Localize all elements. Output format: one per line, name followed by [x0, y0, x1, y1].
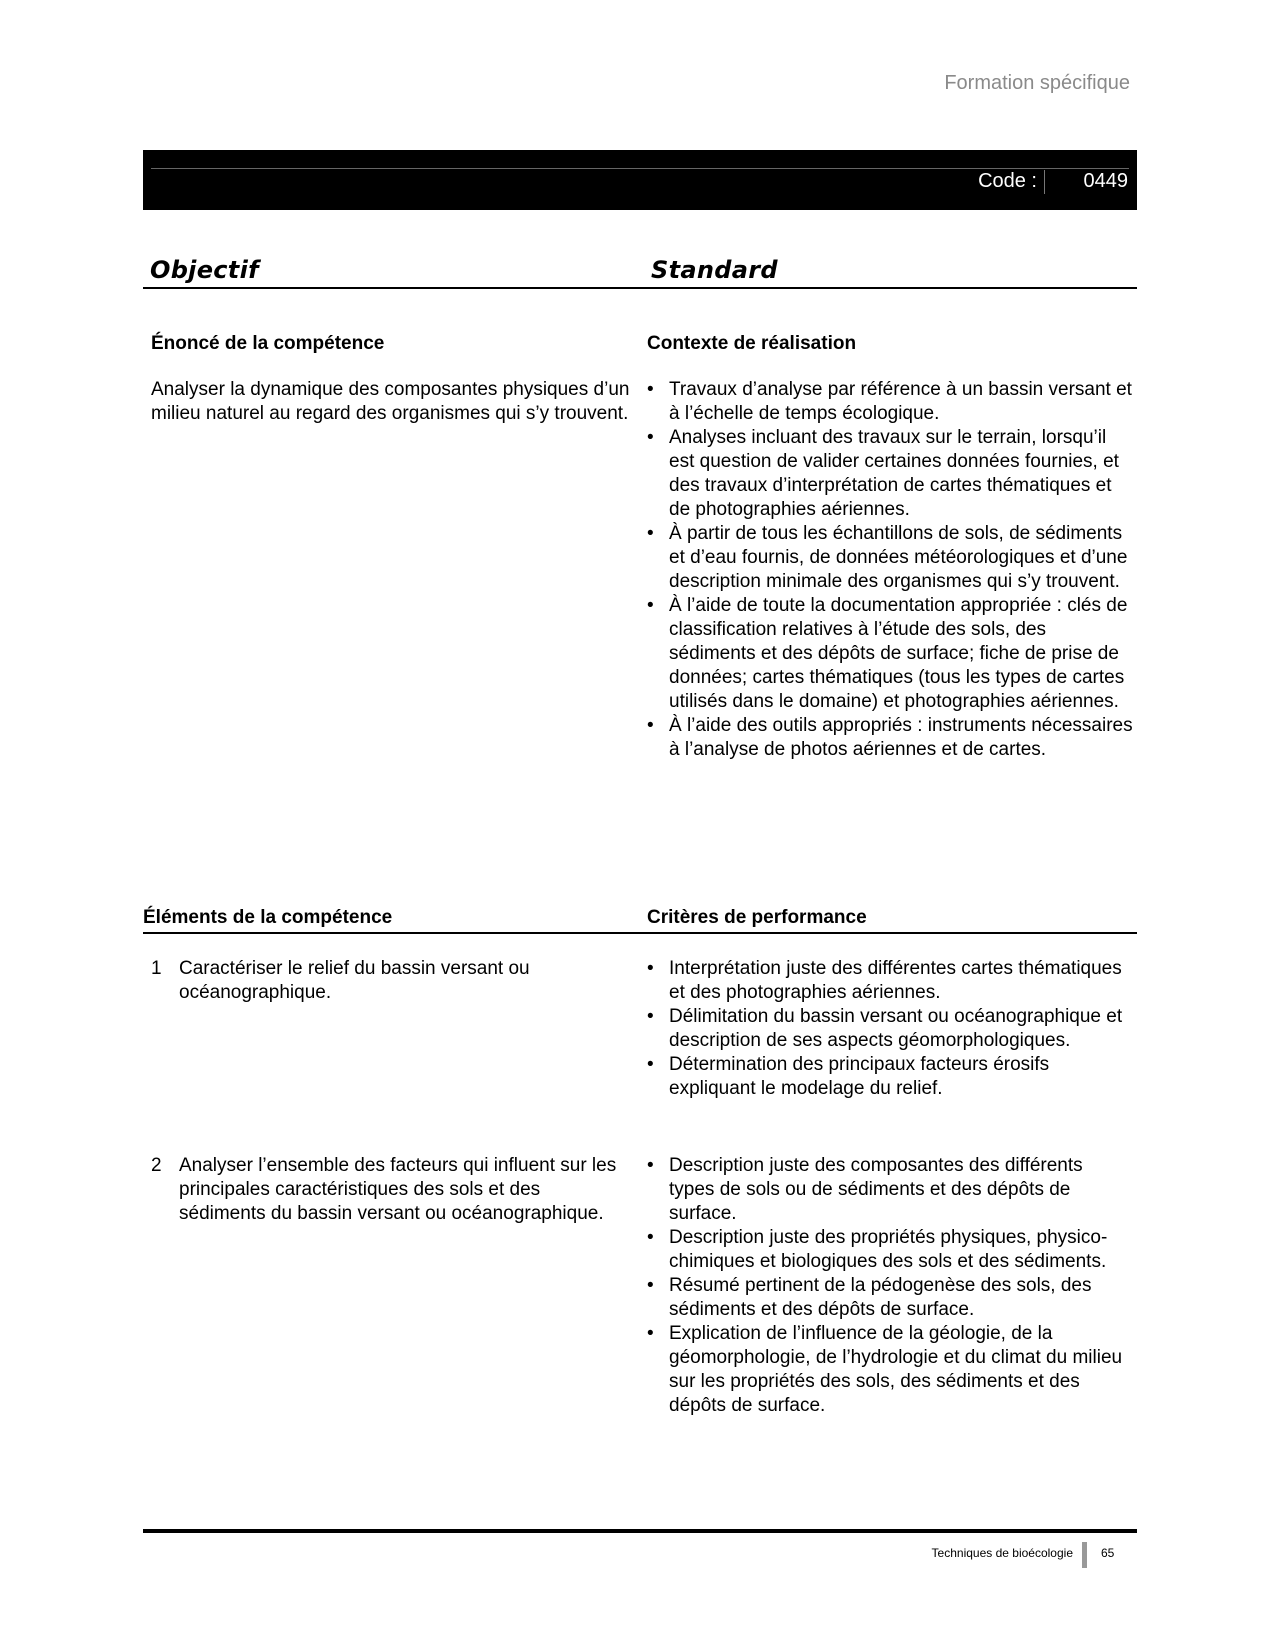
code-value: 0449	[1083, 170, 1128, 192]
list-item: • Interprétation juste des différentes cartes thématiques et des photographies aériennes.	[645, 957, 1133, 1005]
footer-marker	[1082, 1542, 1087, 1568]
footer-rule	[143, 1529, 1137, 1533]
criteria-list-1	[645, 957, 1133, 1101]
element-number: 2	[151, 1155, 162, 1176]
element-text: Analyser l’ensemble des facteurs qui influent sur les principales caractéristiques des sols et des sédiments du bassin versant ou océanographique.	[179, 1155, 617, 1224]
list-item: • À l’aide de toute la documentation appropriée : clés de classification relatives à l’étude des sols, des sédiments et des dépôts de surface; fiche de prise de données; cartes thématiques (tous les types de cartes utilisés dans le domaine) et photographies aériennes.	[645, 594, 1133, 714]
list-item: • À l’aide des outils appropriés : instruments nécessaires à l’analyse de photos aériennes et de cartes.	[645, 714, 1133, 762]
list-item: • Délimitation du bassin versant ou océanographique et description de ses aspects géomorphologiques.	[645, 1005, 1133, 1053]
list-item: • Explication de l’influence de la géologie, de la géomorphologie, de l’hydrologie et du climat du milieu sur les propriétés des sols, des sédiments et des dépôts de surface.	[645, 1322, 1133, 1418]
code-separator	[1044, 170, 1045, 194]
objectif-heading: Objectif	[150, 256, 259, 284]
list-item: • Description juste des composantes des différents types de sols ou de sédiments et des dépôts de surface.	[645, 1154, 1133, 1226]
element-1	[151, 957, 631, 1005]
list-item: • Détermination des principaux facteurs érosifs expliquant le modelage du relief.	[645, 1053, 1133, 1101]
element-number: 1	[151, 958, 162, 979]
code-bar	[143, 150, 1137, 210]
elements-rule	[143, 932, 1137, 934]
list-item: • À partir de tous les échantillons de sols, de sédiments et d’eau fournis, de données météorologiques et d’une description minimale des organismes qui s’y trouvent.	[645, 522, 1133, 594]
standard-heading: Standard	[651, 256, 778, 284]
heading-rule	[143, 287, 1137, 289]
criteria-title: Critères de performance	[647, 907, 867, 928]
enonce-title: Énoncé de la compétence	[151, 333, 385, 354]
contexte-title: Contexte de réalisation	[647, 333, 857, 354]
element-2	[151, 1154, 631, 1226]
criteria-list-2	[645, 1154, 1133, 1418]
code-bar-line	[151, 168, 1129, 169]
list-item: • Travaux d’analyse par référence à un bassin versant et à l’échelle de temps écologique.	[645, 378, 1133, 426]
contexte-list	[645, 378, 1133, 762]
section-label: Formation spécifique	[944, 72, 1130, 94]
page-number: 65	[1101, 1546, 1115, 1560]
enonce-text: Analyser la dynamique des composantes physiques d’un milieu naturel au regard des organismes qui s’y trouvent.	[151, 379, 630, 424]
element-text: Caractériser le relief du bassin versant ou océanographique.	[179, 958, 530, 1003]
footer-program: Techniques de bioécologie	[931, 1546, 1073, 1560]
code-label: Code :	[978, 170, 1037, 192]
list-item: • Description juste des propriétés physiques, physico-chimiques et biologiques des sols et des sédiments.	[645, 1226, 1133, 1274]
list-item: • Résumé pertinent de la pédogenèse des sols, des sédiments et des dépôts de surface.	[645, 1274, 1133, 1322]
elements-title: Éléments de la compétence	[143, 907, 393, 928]
list-item: • Analyses incluant des travaux sur le terrain, lorsqu’il est question de valider certaines données fournies, et des travaux d’interprétation de cartes thématiques et de photographies aériennes.	[645, 426, 1133, 522]
